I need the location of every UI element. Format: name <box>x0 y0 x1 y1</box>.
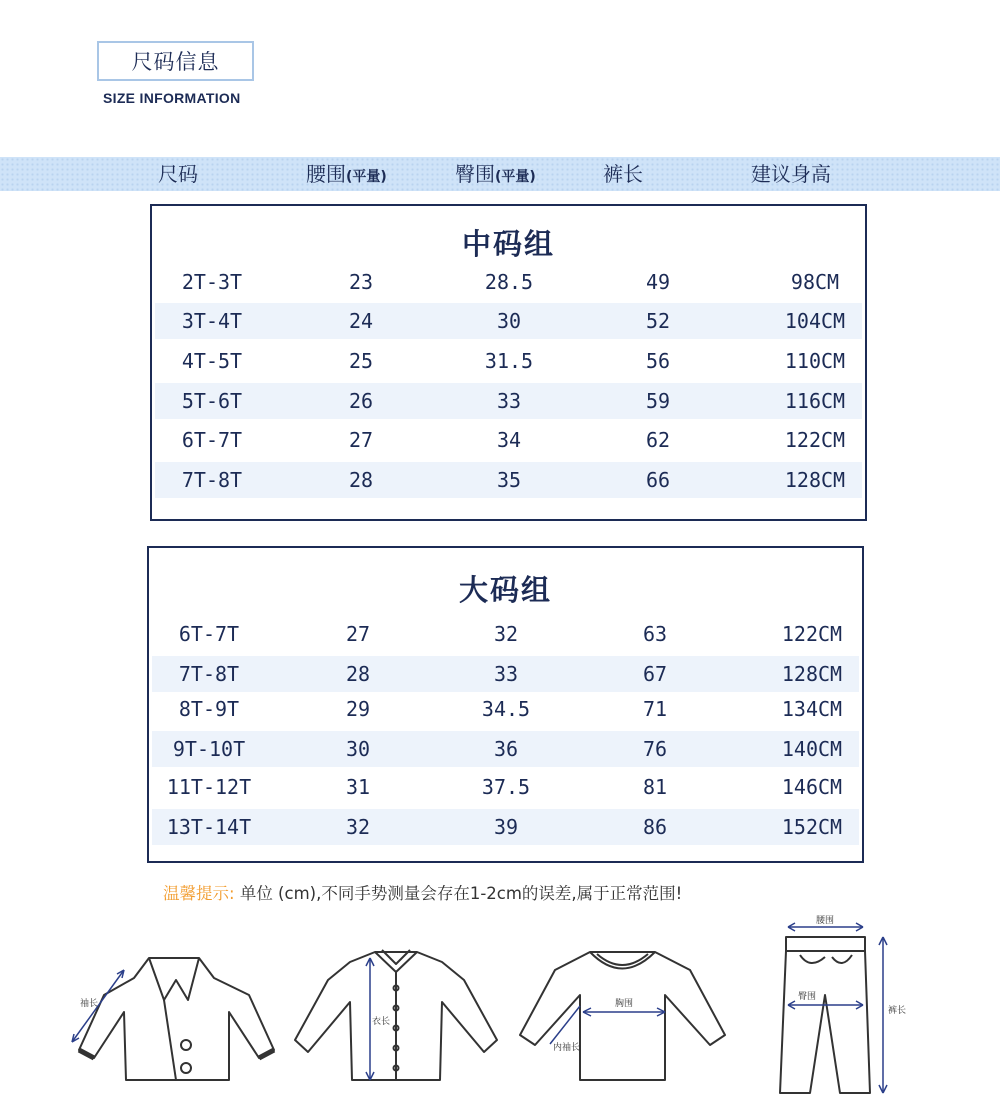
length-cell: 49 <box>645 270 671 294</box>
table-row <box>155 422 862 458</box>
length-cell: 67 <box>642 662 668 686</box>
hip-cell: 33 <box>493 662 519 686</box>
size-cell: 2T-3T <box>181 270 243 294</box>
col-hip-note: (平量) <box>495 169 536 185</box>
height-cell: 146CM <box>781 775 843 799</box>
waist-cell: 26 <box>348 389 374 413</box>
waist-cell: 29 <box>345 697 371 721</box>
col-length: 裤长 <box>603 162 643 186</box>
shirt-length-illustration <box>290 940 510 1090</box>
height-cell: 128CM <box>784 468 846 492</box>
col-waist: 腰围(平量) <box>306 162 387 186</box>
length-cell: 86 <box>642 815 668 839</box>
size-cell: 13T-14T <box>166 815 252 839</box>
inner-sleeve-label: 内袖长 <box>553 1043 581 1053</box>
waist-label: 腰围 <box>816 916 835 926</box>
waist-cell: 28 <box>345 662 371 686</box>
length-cell: 71 <box>642 697 668 721</box>
size-cell: 11T-12T <box>166 775 252 799</box>
waist-cell: 28 <box>348 468 374 492</box>
height-cell: 110CM <box>784 349 846 373</box>
height-cell: 140CM <box>781 737 843 761</box>
table-row <box>152 691 859 727</box>
sweater-chest-illustration <box>515 940 735 1090</box>
waist-cell: 25 <box>348 349 374 373</box>
hip-label: 臀围 <box>798 992 817 1002</box>
hip-cell: 33 <box>496 389 522 413</box>
tip-label: 温馨提示: <box>163 884 235 903</box>
length-cell: 52 <box>645 309 671 333</box>
size-cell: 6T-7T <box>181 428 243 452</box>
size-cell: 8T-9T <box>178 697 240 721</box>
hip-cell: 34 <box>496 428 522 452</box>
waist-cell: 27 <box>348 428 374 452</box>
measurement-tip <box>163 880 682 904</box>
height-cell: 122CM <box>781 622 843 646</box>
hip-cell: 34.5 <box>481 697 531 721</box>
table-row <box>152 809 859 845</box>
table-row <box>152 769 859 805</box>
tip-text: 单位 (cm),不同手势测量会存在1-2cm的误差,属于正常范围! <box>239 884 683 903</box>
hip-cell: 39 <box>493 815 519 839</box>
title-box <box>97 41 254 81</box>
size-cell: 9T-10T <box>172 737 246 761</box>
height-cell: 134CM <box>781 697 843 721</box>
hip-cell: 37.5 <box>481 775 531 799</box>
table-row <box>152 731 859 767</box>
hip-cell: 30 <box>496 309 522 333</box>
pants-illustration <box>770 915 930 1105</box>
waist-cell: 31 <box>345 775 371 799</box>
hip-cell: 28.5 <box>484 270 534 294</box>
title-en: SIZE INFORMATION <box>103 90 241 106</box>
sweater-icon <box>515 940 735 1090</box>
jacket-icon <box>64 940 284 1090</box>
col-waist-note: (平量) <box>346 169 387 185</box>
size-cell: 7T-8T <box>178 662 240 686</box>
hip-cell: 36 <box>493 737 519 761</box>
length-cell: 63 <box>642 622 668 646</box>
size-cell: 4T-5T <box>181 349 243 373</box>
size-cell: 3T-4T <box>181 309 243 333</box>
height-cell: 122CM <box>784 428 846 452</box>
table-row <box>155 462 862 498</box>
waist-cell: 27 <box>345 622 371 646</box>
col-hip: 臀围(平量) <box>455 162 536 186</box>
jacket-sleeve-illustration <box>64 940 284 1090</box>
length-cell: 66 <box>645 468 671 492</box>
length-cell: 81 <box>642 775 668 799</box>
size-table-medium <box>150 204 867 521</box>
garment-length-label: 衣长 <box>372 1017 391 1027</box>
length-cell: 56 <box>645 349 671 373</box>
waist-cell: 24 <box>348 309 374 333</box>
hip-cell: 35 <box>496 468 522 492</box>
waist-cell: 32 <box>345 815 371 839</box>
column-header-band <box>0 157 1000 191</box>
hip-cell: 32 <box>493 622 519 646</box>
height-cell: 98CM <box>790 270 840 294</box>
height-cell: 104CM <box>784 309 846 333</box>
table-row <box>152 616 859 652</box>
table-row <box>155 264 862 300</box>
group-title: 中码组 <box>461 227 555 261</box>
chest-label: 胸围 <box>615 999 634 1009</box>
waist-cell: 23 <box>348 270 374 294</box>
size-cell: 6T-7T <box>178 622 240 646</box>
group-title: 大码组 <box>458 573 552 607</box>
size-table-large <box>147 546 864 863</box>
table-row <box>155 343 862 379</box>
table-row <box>155 383 862 419</box>
pants-length-label: 裤长 <box>888 1006 907 1016</box>
length-cell: 59 <box>645 389 671 413</box>
height-cell: 128CM <box>781 662 843 686</box>
col-height: 建议身高 <box>751 162 831 186</box>
table-row <box>152 656 859 692</box>
hip-cell: 31.5 <box>484 349 534 373</box>
shirt-icon <box>290 940 510 1090</box>
height-cell: 116CM <box>784 389 846 413</box>
title-cn: 尺码信息 <box>131 50 220 74</box>
size-cell: 7T-8T <box>181 468 243 492</box>
pants-icon <box>770 915 930 1105</box>
length-cell: 76 <box>642 737 668 761</box>
length-cell: 62 <box>645 428 671 452</box>
col-size: 尺码 <box>158 162 198 186</box>
table-row <box>155 303 862 339</box>
height-cell: 152CM <box>781 815 843 839</box>
waist-cell: 30 <box>345 737 371 761</box>
sleeve-length-label: 袖长 <box>80 999 99 1009</box>
size-cell: 5T-6T <box>181 389 243 413</box>
